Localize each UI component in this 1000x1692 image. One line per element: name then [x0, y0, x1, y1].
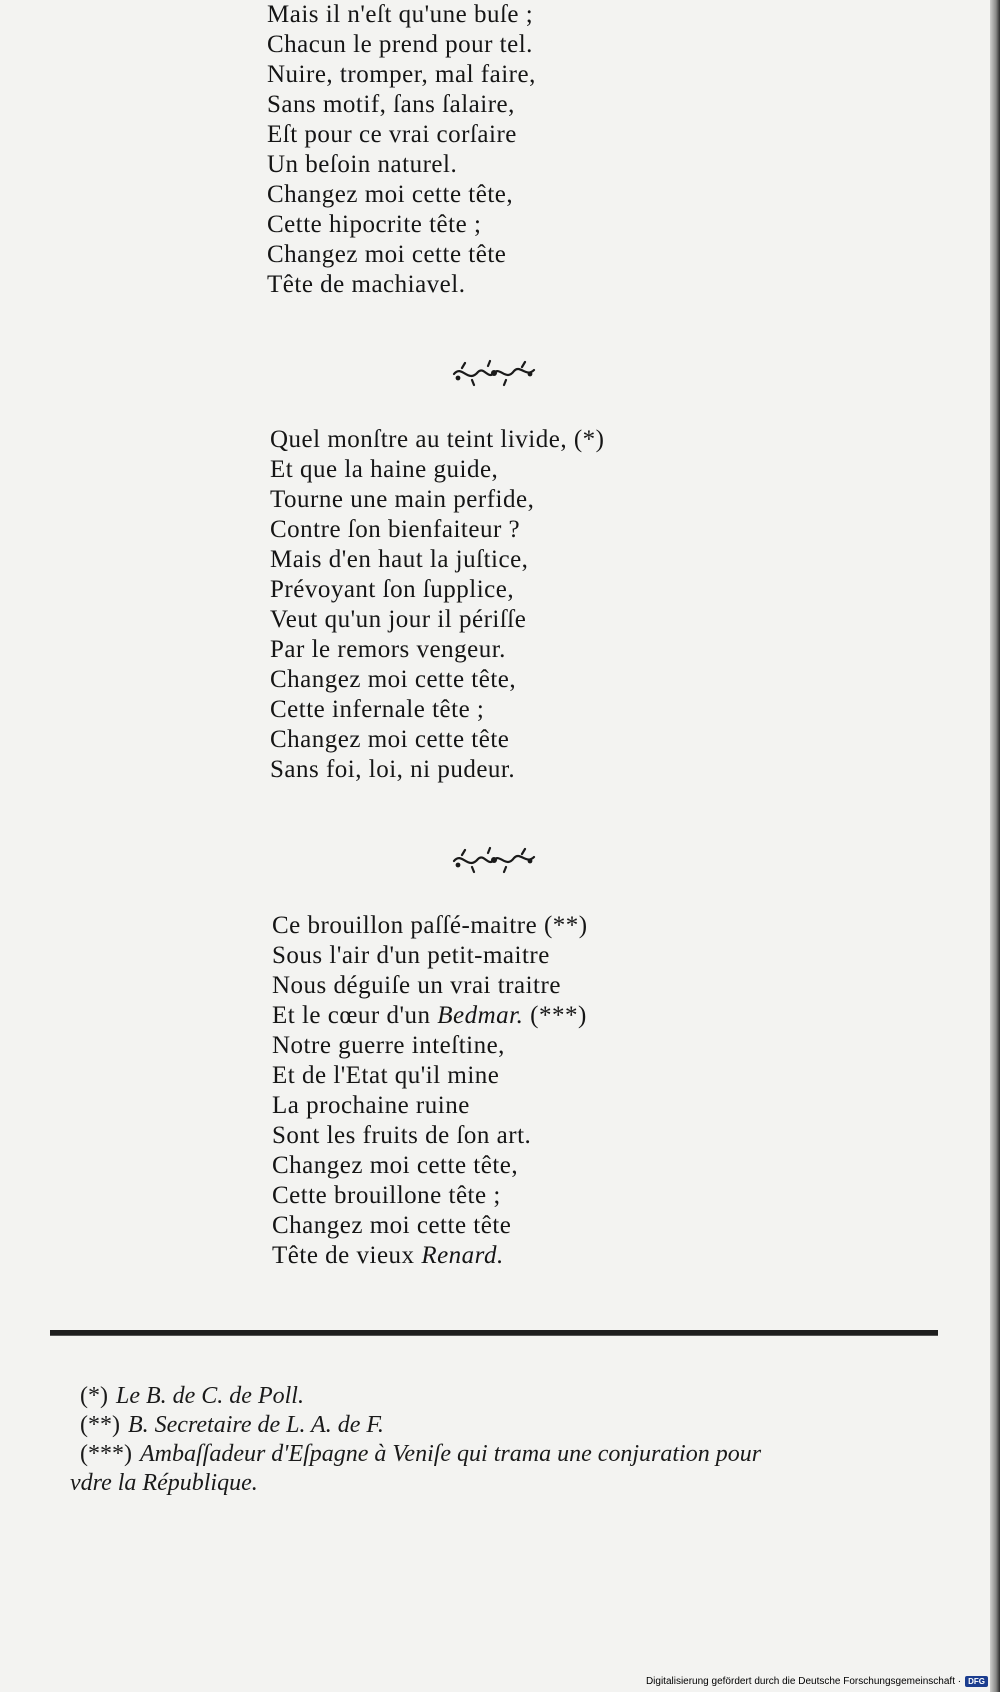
verse-line: Prévoyant ſon ſupplice, [270, 576, 515, 603]
dfg-logo: DFG [965, 1676, 988, 1687]
verse-line: Sans motif, ſans ſalaire, [267, 91, 515, 118]
verse-line: Chacun le prend pour tel. [267, 31, 533, 58]
fleuron-ornament [448, 845, 538, 875]
verse-line: Et de l'Etat qu'il mine [272, 1062, 500, 1089]
verse-line [272, 1241, 588, 1271]
verse-line: Changez moi cette tête [270, 726, 510, 753]
footnote-ref: (***) [530, 1002, 587, 1029]
verse-line: Mais d'en haut la juſtice, [270, 546, 529, 573]
verse-line: Changez moi cette tête [272, 1212, 512, 1239]
verse-line: Nous déguiſe un vrai traitre [272, 972, 561, 999]
verse-line: Et que la haine guide, [270, 456, 499, 483]
footnote [80, 1440, 960, 1469]
verse-line: Sont les fruits de ſon art. [272, 1122, 532, 1149]
verse-line: Sous l'air d'un petit-maitre [272, 942, 550, 969]
footnote-mark: (**) [80, 1412, 120, 1438]
verse-line [272, 1001, 588, 1031]
digitization-credit [646, 1674, 988, 1688]
verse-line: Mais il n'eſt qu'une buſe ; [267, 1, 534, 28]
verse-italic-name: Bedmar. [437, 1002, 524, 1029]
stanza-1 [267, 0, 536, 300]
verse-line: Cette brouillone tête ; [272, 1182, 501, 1209]
footnote [80, 1382, 960, 1411]
verse-line: Un beſoin naturel. [267, 151, 458, 178]
verse-line: Par le remors vengeur. [270, 636, 506, 663]
verse-line: Eſt pour ce vrai corſaire [267, 121, 517, 148]
footnote-mark: (***) [80, 1441, 132, 1467]
footnote-mark: (*) [80, 1383, 108, 1409]
verse-line: Cette infernale tête ; [270, 696, 485, 723]
verse-text: Et le cœur d'un [272, 1002, 431, 1029]
footnotes [70, 1382, 960, 1498]
footnote-rule [50, 1330, 938, 1335]
verse-line: Changez moi cette tête, [267, 181, 514, 208]
verse-line: Changez moi cette tête, [270, 666, 517, 693]
verse-line: Tourne une main perfide, [270, 486, 535, 513]
footnote-continuation [70, 1469, 960, 1498]
verse-line: Quel monſtre au teint livide, (*) [270, 426, 605, 453]
verse-line: Nuire, tromper, mal faire, [267, 61, 536, 88]
footnote [80, 1411, 960, 1440]
page-edge-shadow [990, 0, 1000, 1692]
verse-line: Notre guerre inteſtine, [272, 1032, 505, 1059]
verse-italic-name: Renard. [421, 1242, 504, 1269]
verse-line: Veut qu'un jour il périſſe [270, 606, 527, 633]
stanza-2 [270, 425, 604, 785]
verse-line: Cette hipocrite tête ; [267, 211, 482, 238]
verse-line: Contre ſon bienfaiteur ? [270, 516, 521, 543]
verse-text: Tête de vieux [272, 1242, 415, 1269]
verse-line: Changez moi cette tête [267, 241, 507, 268]
verse-line: Tête de machiavel. [267, 271, 466, 298]
footnote-text: vdre la République. [70, 1470, 258, 1496]
verse-line: Changez moi cette tête, [272, 1152, 519, 1179]
footnote-text: Le B. de C. de Poll. [115, 1383, 304, 1409]
stanza-3 [272, 911, 588, 1271]
credit-text: Digitalisierung gefördert durch die Deutsche Forschungsgemeinschaft · [645, 1675, 962, 1687]
fleuron-ornament [448, 358, 538, 388]
footnote-text: B. Secretaire de L. A. de F. [127, 1412, 384, 1438]
verse-line: Ce brouillon paſſé-maitre (**) [272, 912, 588, 939]
footnote-text: Ambaſſadeur d'Eſpagne à Veniſe qui trama une conjuration pour [139, 1441, 762, 1467]
verse-line: Sans foi, loi, ni pudeur. [270, 756, 516, 783]
verse-line: La prochaine ruine [272, 1092, 470, 1119]
